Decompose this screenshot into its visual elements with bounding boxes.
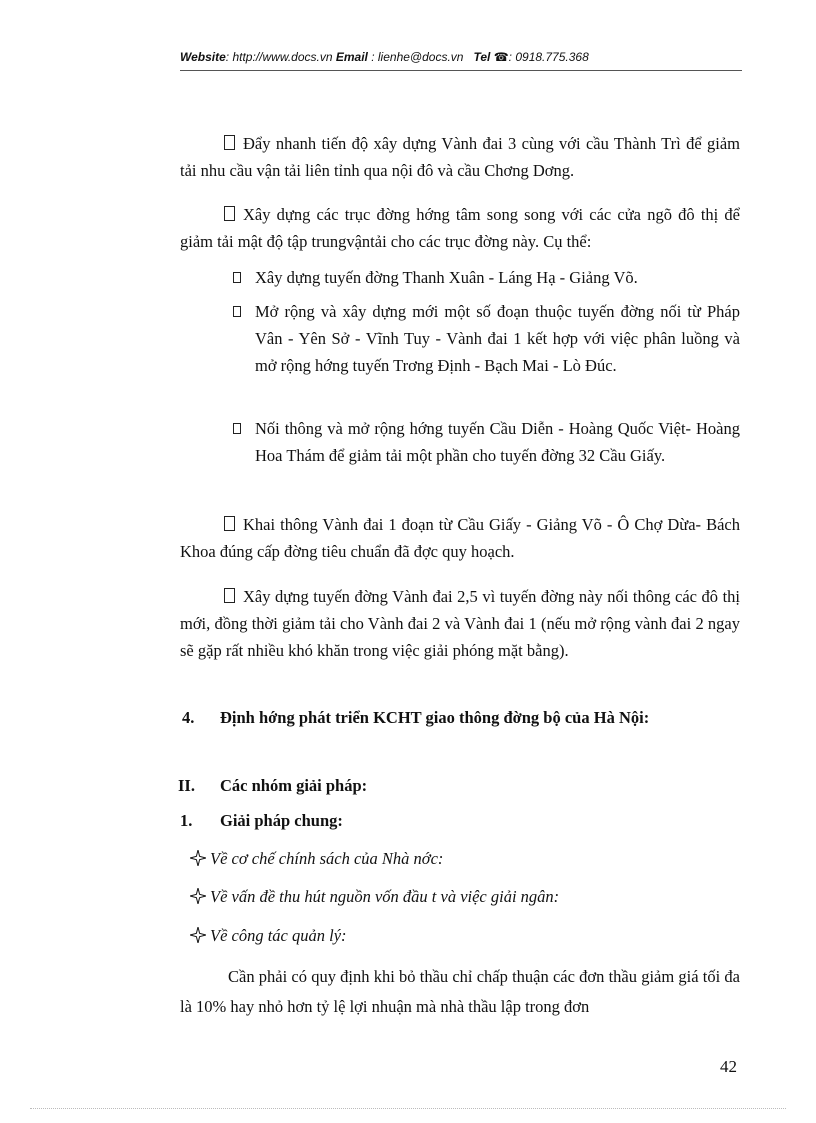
square-bullet-icon [224,135,235,150]
sub-item-text: Xây dựng tuyến đờng Thanh Xuân - Láng Hạ - Giảng Võ. [255,268,638,287]
small-square-bullet-icon [233,272,241,283]
section-heading-4 [182,708,649,728]
diamond-list-item [190,887,559,907]
paragraph-ring-road-2-5 [180,583,740,664]
paragraph-text: Xây dựng các trục đờng hớng tâm song song với các cửa ngõ đô thị để giảm tải mật độ tập trungvậntải cho các trục đờng này. Cụ thể: [180,205,740,251]
final-paragraph: Cần phải có quy định khi bỏ thầu chỉ chấp thuận các đơn thầu giảm giá tối đa là 10% hay nhỏ hơn tỷ lệ lợi nhuận mà nhà thầu lập trong đơn [180,967,740,1016]
four-point-star-icon [190,927,206,943]
diamond-item-text: Về cơ chế chính sách của Nhà nớc: [210,849,444,868]
section-heading-ii [178,776,367,796]
sub-item [255,298,740,379]
footer-divider [30,1108,786,1109]
email-value: : lienhe@docs.vn [371,50,464,64]
sub-item-text: Nối thông và mở rộng hớng tuyến Cầu Diễn - Hoàng Quốc Việt- Hoàng Hoa Thám để giảm tải một phần cho tuyến đờng 32 Cầu Giấy. [255,419,740,465]
square-bullet-icon [224,588,235,603]
square-bullet-icon [224,206,235,221]
heading-text: Giải pháp chung: [220,811,343,830]
paragraph-ring-road-1 [180,511,740,565]
website-value: : http://www.docs.vn [225,50,333,64]
email-label: Email [335,50,368,64]
phone-icon: ☎ [493,50,509,64]
four-point-star-icon [190,888,206,904]
paragraph-text: Khai thông Vành đai 1 đoạn từ Cầu Giấy - Giảng Võ - Ô Chợ Dừa- Bách Khoa đúng cấp đờng tiêu chuẩn đã đợc quy hoạch. [180,515,740,561]
heading-number: 4. [182,708,195,727]
heading-number: 1. [180,811,193,830]
paragraph-text: Xây dựng tuyến đờng Vành đai 2,5 vì tuyến đờng này nối thông các đô thị mới, đồng thời giảm tải cho Vành đai 2 và Vành đai 1 (nếu mở rộng vành đai 2 ngay sẽ gặp rất nhiều khó khăn trong việc giải phóng mặt bằng). [180,587,740,660]
sub-item [255,264,740,291]
tel-label: Tel [473,50,491,64]
tel-value: : 0918.775.368 [508,50,589,64]
paragraph-ring-road-3 [180,130,740,184]
page-number: 42 [720,1057,737,1076]
small-square-bullet-icon [233,423,241,434]
heading-text: Định hớng phát triển KCHT giao thông đờng bộ của Hà Nội: [220,708,650,727]
section-heading-1 [180,811,343,831]
small-square-bullet-icon [233,306,241,317]
diamond-list-item [190,849,443,869]
diamond-item-text: Về công tác quản lý: [210,926,347,945]
diamond-list-item [190,926,347,946]
heading-text: Các nhóm giải pháp: [220,776,368,795]
sub-item-text: Mở rộng và xây dựng mới một số đoạn thuộc tuyến đờng nối từ Pháp Vân - Yên Sở - Vĩnh Tuy - Vành đai 1 kết hợp với việc phân luồng và mở rộng hớng tuyến Trơng Định - Bạch Mai - Lò Đúc. [255,302,740,375]
sub-item [255,415,740,469]
paragraph-radial-roads [180,201,740,255]
heading-number: II. [178,776,195,795]
four-point-star-icon [190,850,206,866]
page-header [180,50,740,64]
website-label: Website [180,50,226,64]
paragraph-text: Đẩy nhanh tiến độ xây dựng Vành đai 3 cùng với cầu Thành Trì để giảm tải nhu cầu vận tải liên tỉnh qua nội đô và cầu Chơng Dơng. [180,134,740,180]
diamond-item-text: Về vấn đề thu hút nguồn vốn đầu t và việc giải ngân: [210,887,560,906]
header-divider [180,70,742,71]
square-bullet-icon [224,516,235,531]
